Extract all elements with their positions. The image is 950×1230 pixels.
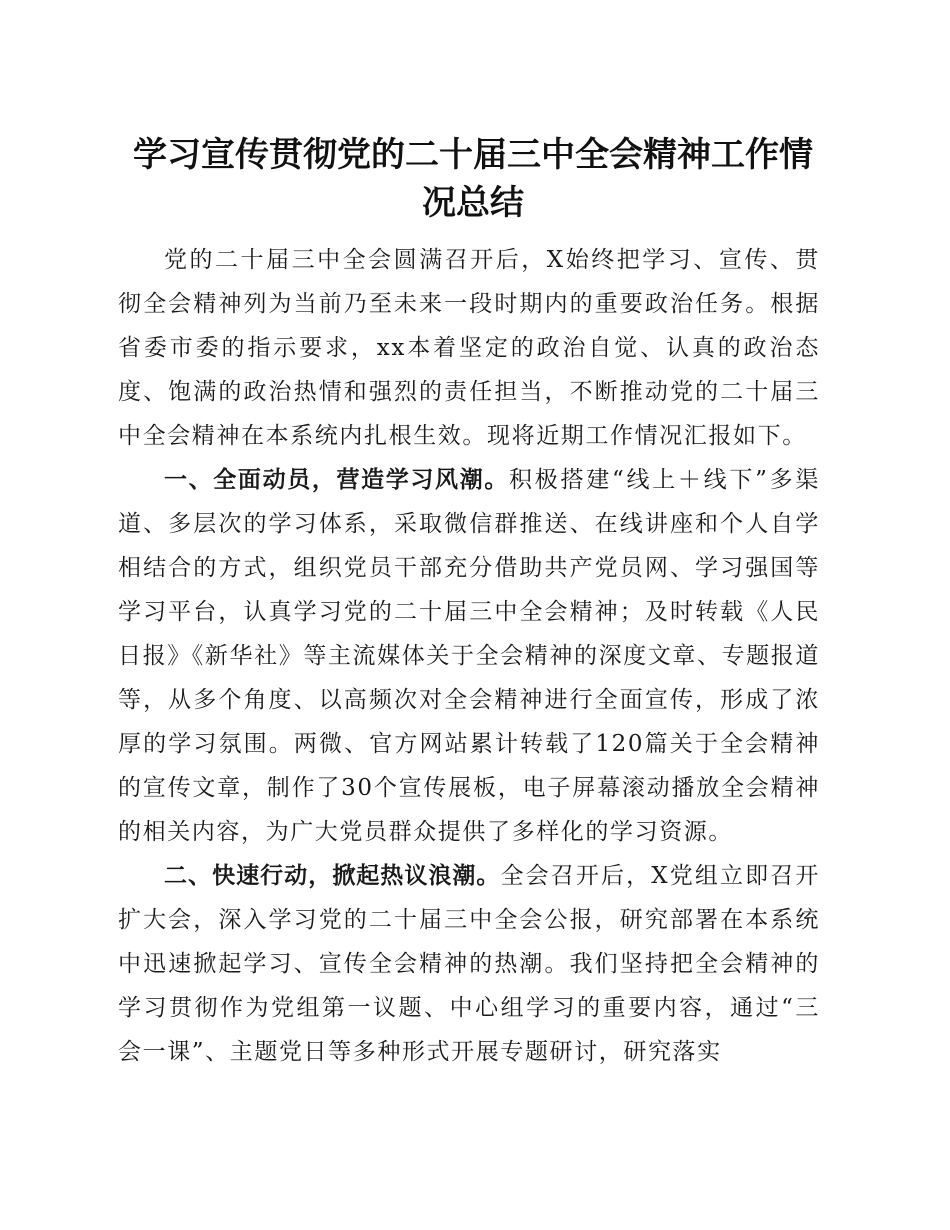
- intro-paragraph: [118, 238, 820, 458]
- paragraph-text: 全会召开后，X党组立即召开扩大会，深入学习党的二十届三中全会公报，研究部署在本系统中迅速掀起学习、宣传全会精神的热潮。我们坚持把全会精神的学习贯彻作为党组第一议题、中心组学习的重要内容，通过“三会一课”、主题党日等多种形式开展专题研讨，研究落实: [118, 863, 820, 1065]
- section-two-paragraph: [118, 854, 820, 1074]
- section-two-heading: 二、快速行动，掀起热议浪潮。: [164, 863, 501, 889]
- document-body: [118, 238, 820, 1074]
- paragraph-text: 党的二十届三中全会圆满召开后，X始终把学习、宣传、贯彻全会精神列为当前乃至未来一段时期内的重要政治任务。根据省委市委的指示要求，xx本着坚定的政治自觉、认真的政治态度、饱满的政治热情和强烈的责任担当，不断推动党的二十届三中全会精神在本系统内扎根生效。现将近期工作情况汇报如下。: [118, 247, 820, 449]
- section-one-paragraph: [118, 458, 820, 854]
- section-one-heading: 一、全面动员，营造学习风潮。: [164, 467, 509, 493]
- document-title: 学习宣传贯彻党的二十届三中全会精神工作情况总结: [133, 135, 813, 223]
- paragraph-text: 积极搭建“线上＋线下”多渠道、多层次的学习体系，采取微信群推送、在线讲座和个人自学相结合的方式，组织党员干部充分借助共产党员网、学习强国等学习平台，认真学习党的二十届三中全会精神；及时转载《人民日报》《新华社》等主流媒体关于全会精神的深度文章、专题报道等，从多个角度、以高频次对全会精神进行全面宣传，形成了浓厚的学习氛围。两微、官方网站累计转载了120篇关于全会精神的宣传文章，制作了30个宣传展板，电子屏幕滚动播放全会精神的相关内容，为广大党员群众提供了多样化的学习资源。: [118, 467, 820, 845]
